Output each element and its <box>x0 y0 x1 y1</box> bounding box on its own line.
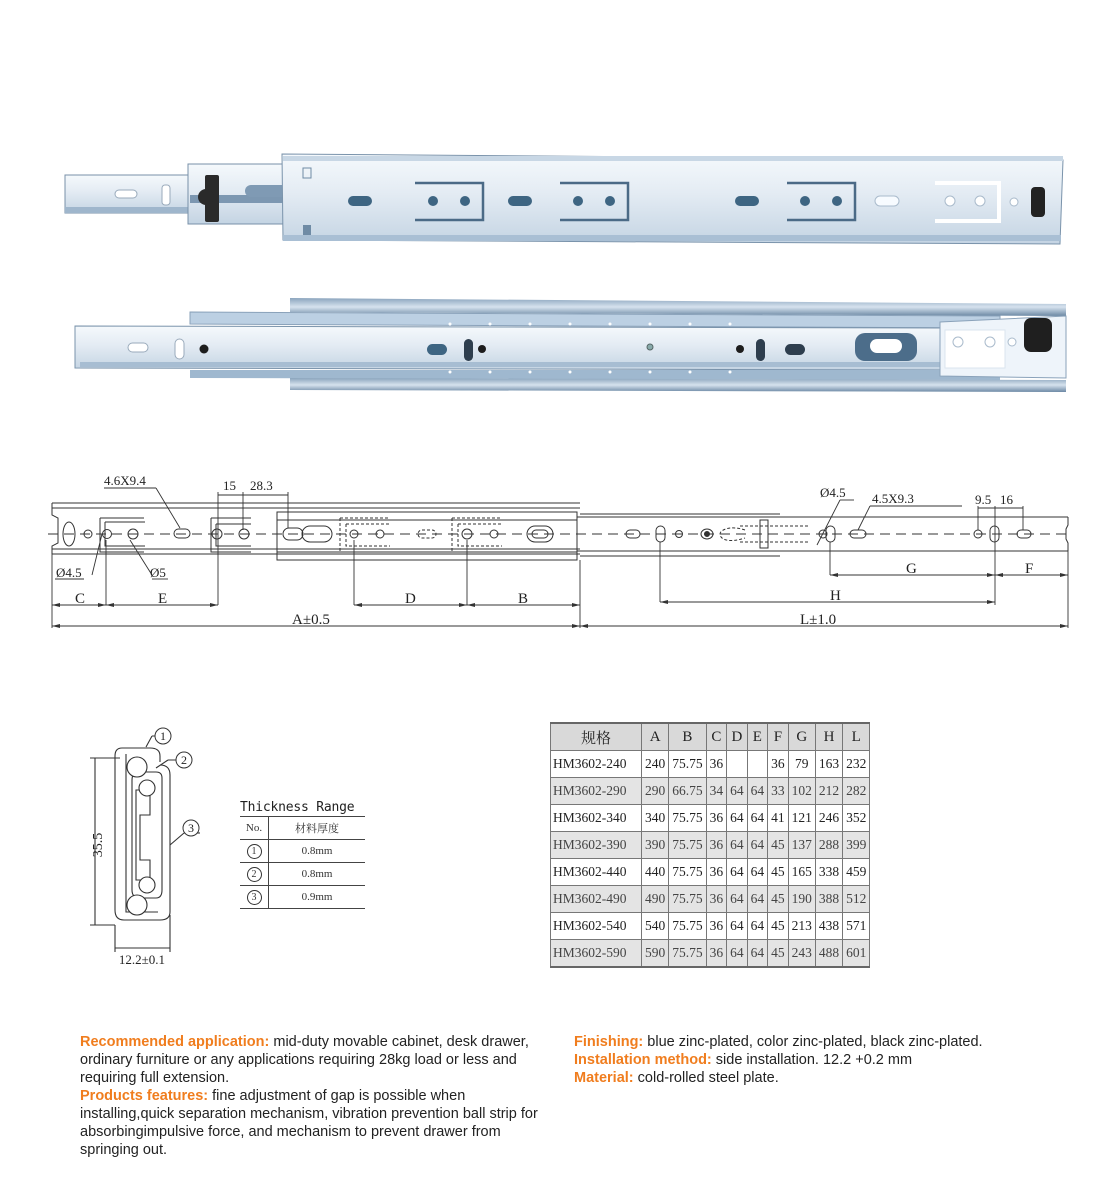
spec-value-cell: 64 <box>727 805 748 832</box>
cross-section-drawing <box>60 720 230 970</box>
label-B: B <box>518 591 529 607</box>
spec-value-cell: 288 <box>815 832 842 859</box>
specification-table <box>550 722 870 968</box>
spec-value-cell: 64 <box>727 886 748 913</box>
spec-value-cell: 64 <box>747 913 768 940</box>
thickness-header-material: 材料厚度 <box>269 817 366 840</box>
spec-value-cell: 75.75 <box>669 940 706 968</box>
spec-value-cell: 338 <box>815 859 842 886</box>
spec-value-cell: 240 <box>642 751 669 778</box>
label-L: L±1.0 <box>800 612 837 628</box>
spec-value-cell: 75.75 <box>669 859 706 886</box>
label-dia-4-5-left: Ø4.5 <box>56 565 82 580</box>
spec-value-cell: 212 <box>815 778 842 805</box>
spec-value-cell: 488 <box>815 940 842 968</box>
spec-value-cell: 75.75 <box>669 832 706 859</box>
spec-value-cell: 33 <box>768 778 789 805</box>
spec-value-cell: 64 <box>747 859 768 886</box>
spec-row <box>551 751 870 778</box>
spec-value-cell <box>727 751 748 778</box>
spec-value-cell: 282 <box>843 778 870 805</box>
callout-2: 2 <box>181 753 187 767</box>
spec-header-cell: D <box>727 723 748 751</box>
lock-lever-icon <box>1024 318 1052 352</box>
spec-value-cell: 137 <box>788 832 815 859</box>
spec-value-cell: 36 <box>706 805 727 832</box>
spec-value-cell: 440 <box>642 859 669 886</box>
installation-method <box>574 1051 1074 1069</box>
spec-header-cell: H <box>815 723 842 751</box>
recommended-application-text: mid-duty movable cabinet, desk drawer, ordinary furniture or any applications requiring 28kg load or less and requiring full extension. <box>80 1034 529 1086</box>
spec-row <box>551 859 870 886</box>
material-label: Material: <box>574 1070 634 1086</box>
spec-value-cell: 45 <box>768 886 789 913</box>
spec-header-cell: L <box>843 723 870 751</box>
thickness-row <box>240 840 365 863</box>
section-height-label: 35.5 <box>91 832 106 858</box>
spec-value-cell: 232 <box>843 751 870 778</box>
spec-model-cell: HM3602-440 <box>551 859 642 886</box>
spec-row <box>551 940 870 968</box>
spec-row <box>551 778 870 805</box>
spec-value-cell: 64 <box>747 886 768 913</box>
finishing-label: Finishing: <box>574 1034 644 1050</box>
rail-photo-bottom <box>75 298 1066 392</box>
label-slot-right: 4.5X9.3 <box>872 491 914 506</box>
spec-value-cell: 36 <box>706 886 727 913</box>
label-F: F <box>1025 561 1034 577</box>
spec-row <box>551 832 870 859</box>
spec-row <box>551 913 870 940</box>
spec-value-cell: 102 <box>788 778 815 805</box>
spec-value-cell: 290 <box>642 778 669 805</box>
installation-method-label: Installation method: <box>574 1052 712 1068</box>
spec-header-cell: 规格 <box>551 723 642 751</box>
thickness-no: 3 <box>247 890 262 905</box>
spec-value-cell: 243 <box>788 940 815 968</box>
spec-value-cell: 121 <box>788 805 815 832</box>
products-features-label: Products features: <box>80 1088 209 1104</box>
spec-value-cell: 64 <box>747 805 768 832</box>
spec-header-cell: C <box>706 723 727 751</box>
spec-model-cell: HM3602-540 <box>551 913 642 940</box>
spec-value-cell: 388 <box>815 886 842 913</box>
label-E: E <box>158 591 168 607</box>
spec-value-cell: 66.75 <box>669 778 706 805</box>
products-features <box>80 1087 550 1159</box>
spec-value-cell: 512 <box>843 886 870 913</box>
thickness-row <box>240 863 365 886</box>
thickness-row <box>240 886 365 909</box>
spec-value-cell: 75.75 <box>669 805 706 832</box>
spec-value-cell: 36 <box>768 751 789 778</box>
label-slot-left: 4.6X9.4 <box>104 473 146 488</box>
spec-value-cell: 352 <box>843 805 870 832</box>
spec-value-cell: 36 <box>706 832 727 859</box>
spec-value-cell: 340 <box>642 805 669 832</box>
finishing-text: blue zinc-plated, color zinc-plated, black zinc-plated. <box>643 1034 983 1050</box>
spec-value-cell: 64 <box>747 940 768 968</box>
spec-value-cell: 75.75 <box>669 751 706 778</box>
thickness-value: 0.8mm <box>269 840 366 863</box>
thickness-no: 1 <box>247 844 262 859</box>
spec-row <box>551 886 870 913</box>
spec-value-cell: 390 <box>642 832 669 859</box>
spec-value-cell: 490 <box>642 886 669 913</box>
label-dia-4-5-right: Ø4.5 <box>820 485 846 500</box>
spec-model-cell: HM3602-590 <box>551 940 642 968</box>
spec-value-cell: 213 <box>788 913 815 940</box>
callout-1: 1 <box>160 729 166 743</box>
label-9-5: 9.5 <box>975 492 992 507</box>
label-28-3: 28.3 <box>250 478 273 493</box>
spec-value-cell: 36 <box>706 913 727 940</box>
material <box>574 1069 1074 1087</box>
spec-model-cell: HM3602-490 <box>551 886 642 913</box>
rail-photo-top <box>65 154 1063 244</box>
spec-value-cell: 399 <box>843 832 870 859</box>
spec-model-cell: HM3602-290 <box>551 778 642 805</box>
spec-value-cell: 75.75 <box>669 886 706 913</box>
spec-value-cell <box>747 751 768 778</box>
label-dia-5: Ø5 <box>150 565 166 580</box>
spec-value-cell: 601 <box>843 940 870 968</box>
spec-value-cell: 36 <box>706 751 727 778</box>
thickness-range-table <box>240 800 365 909</box>
spec-value-cell: 163 <box>815 751 842 778</box>
spec-header-cell: E <box>747 723 768 751</box>
thickness-value: 0.8mm <box>269 863 366 886</box>
stopper-icon <box>1031 187 1045 217</box>
spec-value-cell: 540 <box>642 913 669 940</box>
spec-header-cell: G <box>788 723 815 751</box>
spec-value-cell: 590 <box>642 940 669 968</box>
spec-value-cell: 438 <box>815 913 842 940</box>
recommended-application <box>80 1033 550 1087</box>
spec-row <box>551 805 870 832</box>
spec-value-cell: 36 <box>706 940 727 968</box>
spec-value-cell: 34 <box>706 778 727 805</box>
thickness-title: Thickness Range <box>240 800 365 817</box>
spec-model-cell: HM3602-390 <box>551 832 642 859</box>
technical-drawing <box>40 470 1080 640</box>
label-16: 16 <box>1000 492 1013 507</box>
spec-value-cell: 45 <box>768 913 789 940</box>
spec-value-cell: 64 <box>727 940 748 968</box>
spec-value-cell: 64 <box>747 832 768 859</box>
spec-value-cell: 41 <box>768 805 789 832</box>
spec-value-cell: 459 <box>843 859 870 886</box>
thickness-value: 0.9mm <box>269 886 366 909</box>
spec-header-cell: B <box>669 723 706 751</box>
spec-value-cell: 45 <box>768 940 789 968</box>
spec-value-cell: 190 <box>788 886 815 913</box>
spec-value-cell: 64 <box>727 859 748 886</box>
label-H: H <box>830 588 841 604</box>
spec-value-cell: 571 <box>843 913 870 940</box>
spec-value-cell: 64 <box>727 778 748 805</box>
label-15: 15 <box>223 478 236 493</box>
description-right <box>574 1033 1074 1087</box>
thickness-header-no: No. <box>240 817 269 840</box>
label-A: A±0.5 <box>292 612 330 628</box>
callout-3: 3 <box>188 821 194 835</box>
thickness-no: 2 <box>247 867 262 882</box>
spec-value-cell: 79 <box>788 751 815 778</box>
spec-value-cell: 165 <box>788 859 815 886</box>
spec-value-cell: 75.75 <box>669 913 706 940</box>
spec-header-cell: A <box>642 723 669 751</box>
product-photos <box>0 0 1111 420</box>
spec-value-cell: 45 <box>768 859 789 886</box>
label-D: D <box>405 591 416 607</box>
label-C: C <box>75 591 86 607</box>
material-text: cold-rolled steel plate. <box>633 1070 779 1086</box>
spec-value-cell: 45 <box>768 832 789 859</box>
spec-value-cell: 64 <box>727 832 748 859</box>
products-features-text: fine adjustment of gap is possible when installing,quick separation mechanism, vibration prevention ball strip for absorbingimpulsive force, and mechanism to prevent drawer from springing out. <box>80 1088 538 1158</box>
spec-value-cell: 64 <box>747 778 768 805</box>
spec-model-cell: HM3602-340 <box>551 805 642 832</box>
finishing <box>574 1033 1074 1051</box>
spec-value-cell: 36 <box>706 859 727 886</box>
spec-value-cell: 64 <box>727 913 748 940</box>
section-width-label: 12.2±0.1 <box>118 952 166 967</box>
installation-method-text: side installation. 12.2 +0.2 mm <box>711 1052 913 1068</box>
label-G: G <box>906 561 917 577</box>
recommended-application-label: Recommended application: <box>80 1034 270 1050</box>
description-left <box>80 1033 550 1159</box>
spec-header-row <box>551 723 870 751</box>
spec-value-cell: 246 <box>815 805 842 832</box>
spec-model-cell: HM3602-240 <box>551 751 642 778</box>
spec-header-cell: F <box>768 723 789 751</box>
